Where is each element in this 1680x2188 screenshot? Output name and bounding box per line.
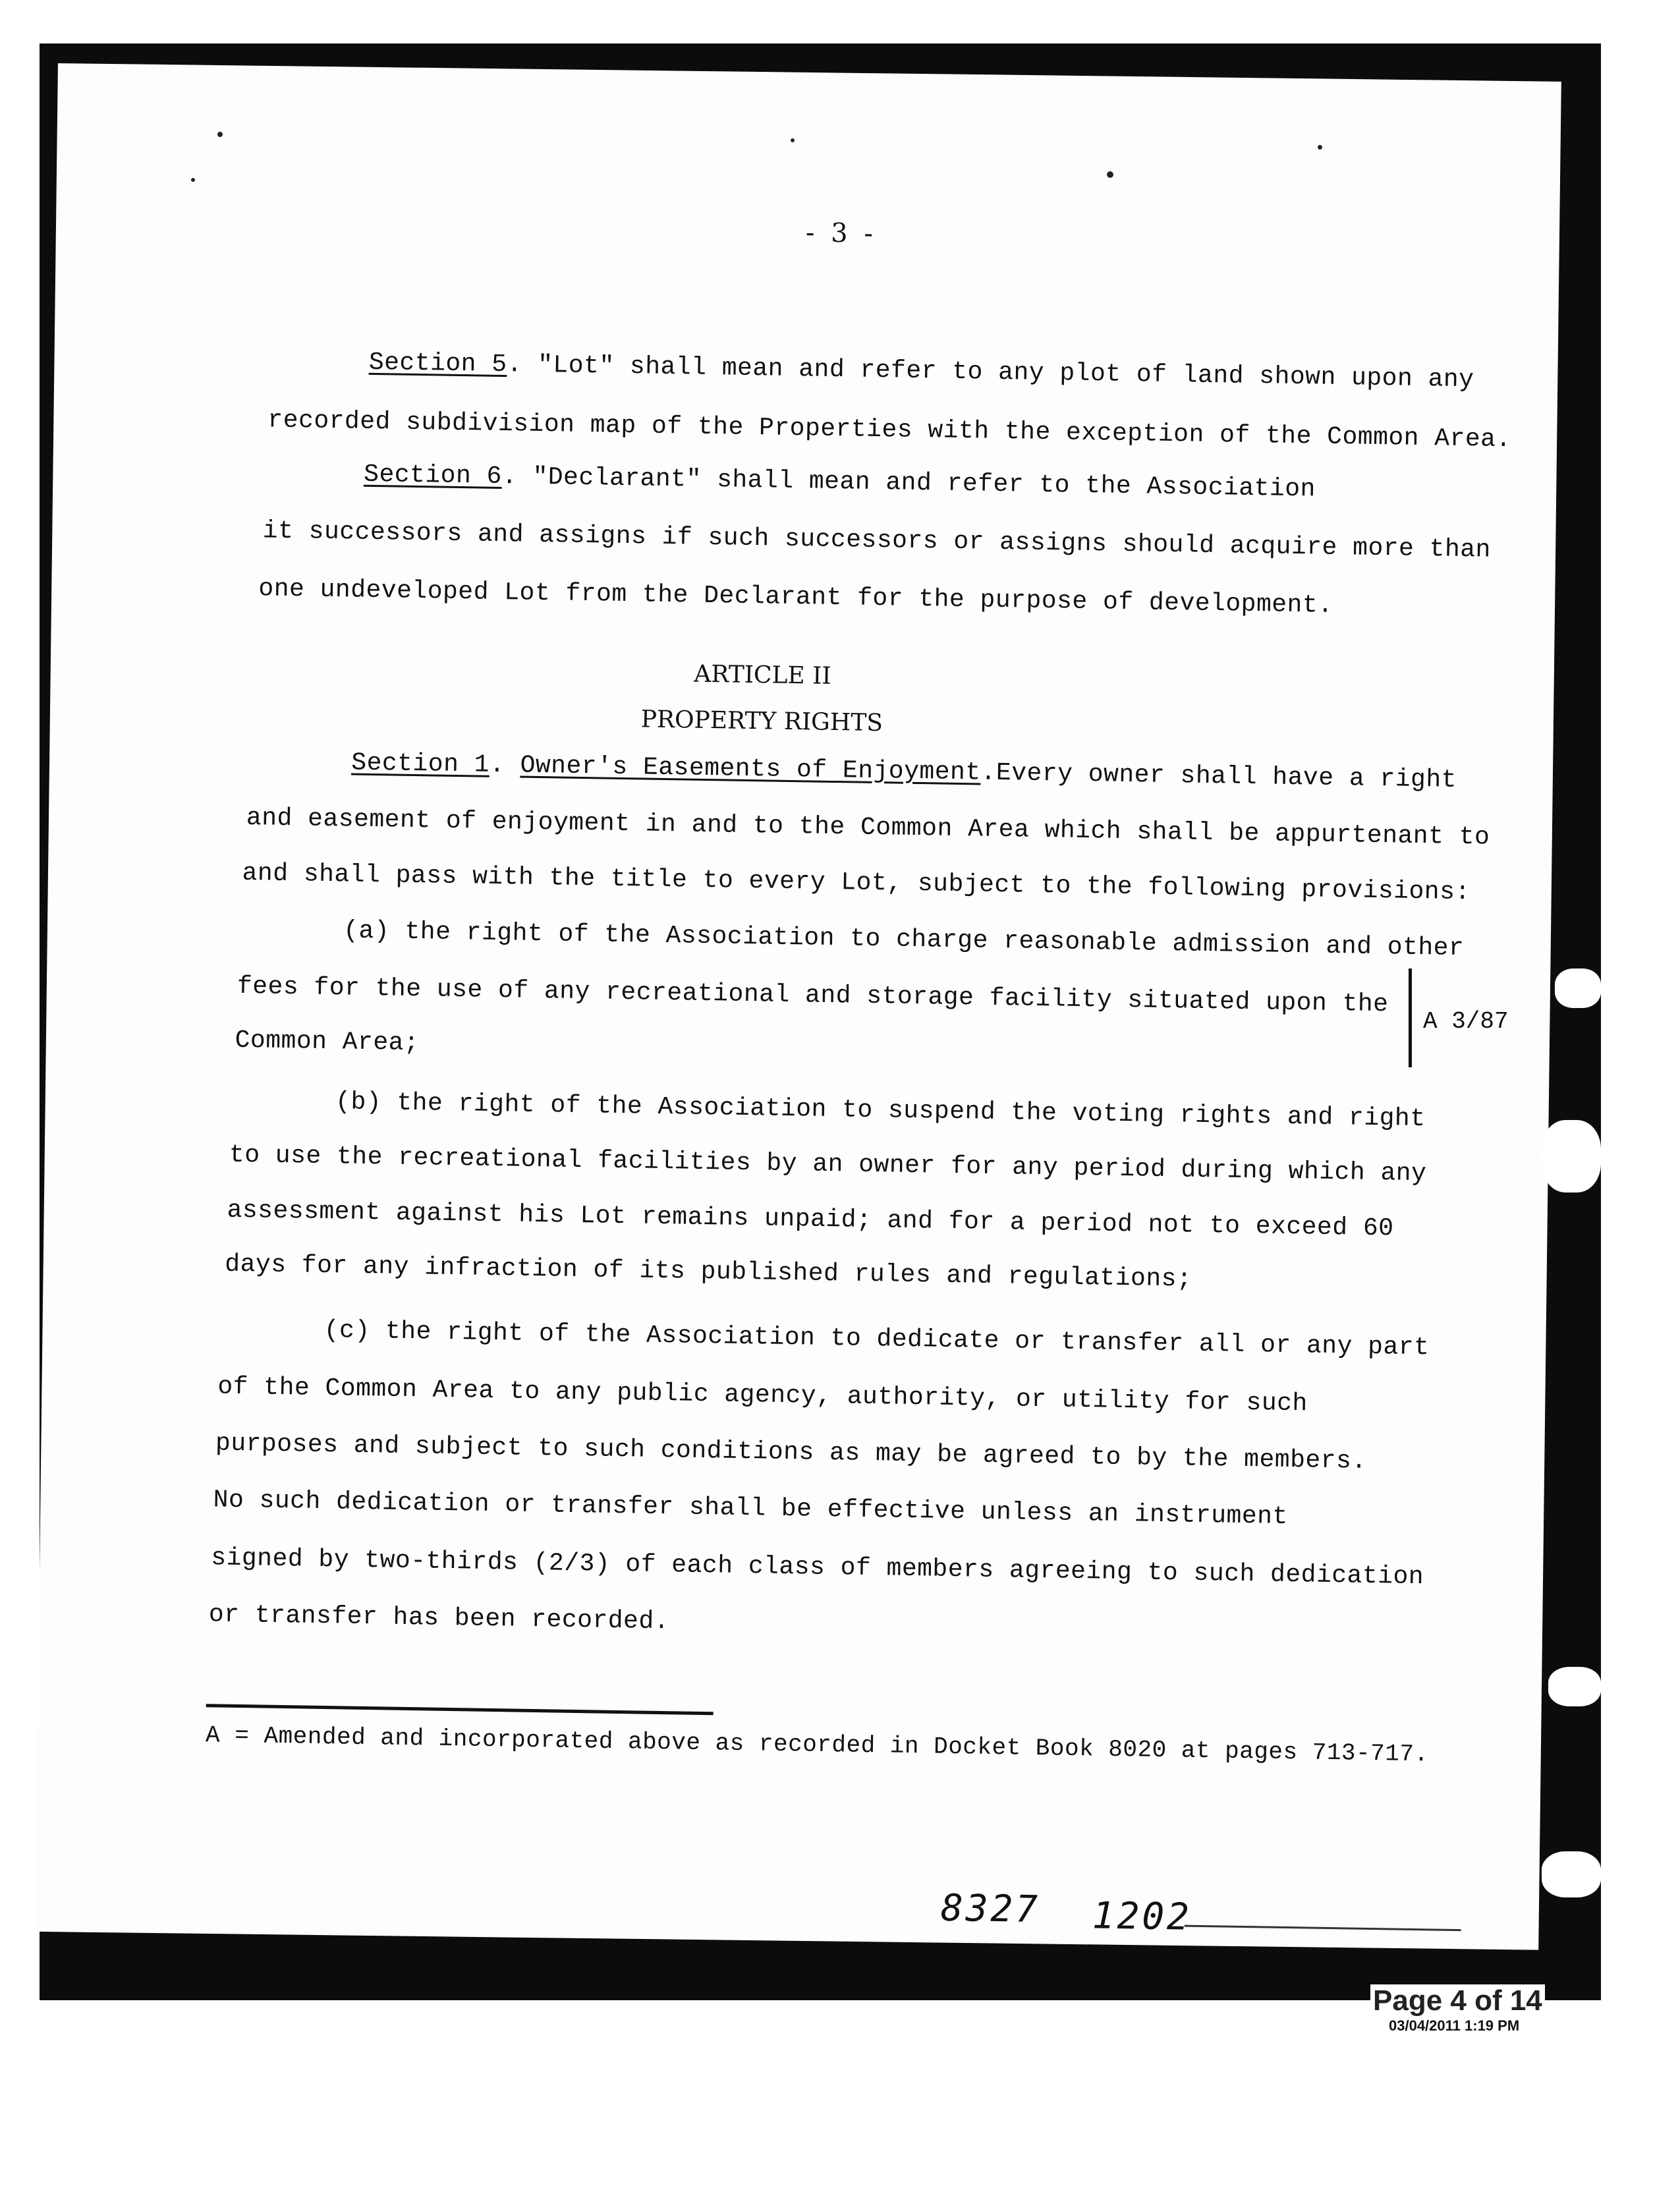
provision-b-line-2: to use the recreational facilities by an owner for any period during which any: [229, 1140, 1427, 1189]
section-6-line-3: one undeveloped Lot from the Declarant for the purpose of development.: [258, 575, 1333, 620]
provision-a-line-1: (a) the right of the Association to charge reasonable admission and other: [343, 916, 1465, 963]
provision-c-line-2: of the Common Area to any public agency, authority, or utility for such: [217, 1372, 1308, 1418]
provision-a-line-3: Common Area;: [235, 1026, 420, 1058]
article-subtitle: PROPERTY RIGHTS: [640, 706, 883, 737]
provision-b-line-3: assessment against his Lot remains unpaid; and for a period not to exceed 60: [227, 1196, 1394, 1243]
footer-page-count: Page 4 of 14: [1370, 1984, 1545, 2017]
section-6-line-2: it successors and assigns if such successors or assigns should acquire more than: [262, 517, 1492, 565]
stamp-rule: [1185, 1925, 1461, 1932]
footer-timestamp: 03/04/2011 1:19 PM: [1389, 2017, 1520, 2034]
provision-c-line-3: purposes and subject to such conditions as may be agreed to by the members.: [215, 1429, 1367, 1476]
provision-b-line-4: days for any infraction of its published rules and regulations;: [224, 1250, 1192, 1294]
amendment-margin-note: A 3/87: [1423, 1008, 1509, 1035]
section-1-line-3: and shall pass with the title to every Lot, subject to the following provisions:: [242, 858, 1471, 907]
section-1-heading: Owner's Easements of Enjoyment: [520, 751, 981, 787]
recording-book-number: 8327: [940, 1886, 1041, 1932]
section-5-line-2: recorded subdivision map of the Properties with the exception of the Common Area.: [267, 406, 1512, 455]
article-title: ARTICLE II: [693, 660, 831, 690]
section-6-line-1: Section 6. "Declarant" shall mean and refer to the Association: [363, 460, 1316, 504]
page-number: - 3 -: [805, 217, 878, 249]
footnote: A = Amended and incorporated above as recorded in Docket Book 8020 at pages 713-717.: [205, 1722, 1429, 1768]
provision-b-line-1: (b) the right of the Association to suspend the voting rights and right: [335, 1088, 1426, 1134]
section-1-label: Section 1: [350, 748, 490, 779]
section-5-label: Section 5: [368, 348, 507, 379]
amendment-margin-bar: [1409, 968, 1412, 1067]
footnote-rule: [206, 1704, 714, 1715]
provision-c-line-5: signed by two-thirds (2/3) of each class of members agreeing to such dedication: [210, 1544, 1424, 1592]
section-1-line-1: Section 1. Owner's Easements of Enjoyment.Every owner shall have a right: [350, 748, 1457, 795]
recording-page-number: 1202: [1092, 1894, 1192, 1939]
provision-c-line-4: No such dedication or transfer shall be effective unless an instrument: [213, 1486, 1289, 1531]
section-5-line-1: Section 5. "Lot" shall mean and refer to any plot of land shown upon any: [368, 348, 1474, 395]
provision-c-line-1: (c) the right of the Association to dedicate or transfer all or any part: [323, 1316, 1430, 1362]
section-6-label: Section 6: [363, 460, 503, 491]
provision-c-line-6: or transfer has been recorded.: [208, 1600, 670, 1637]
section-1-line-2: and easement of enjoyment in and to the Common Area which shall be appurtenant to: [246, 803, 1490, 852]
provision-a-line-2: fees for the use of any recreational and storage facility situated upon the: [237, 972, 1389, 1019]
